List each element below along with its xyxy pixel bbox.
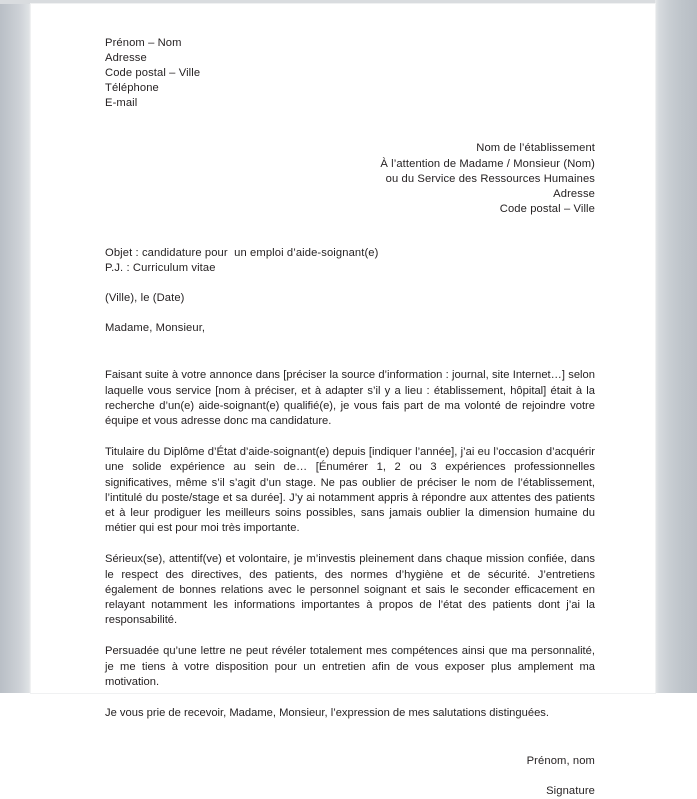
- recipient-line-city: Code postal – Ville: [499, 202, 595, 215]
- salutation-line: [105, 306, 595, 336]
- recipient-line-address: Adresse: [553, 187, 595, 200]
- sender-line-city: Code postal – Ville: [105, 67, 201, 80]
- subject-line: Objet : candidature pour un emploi d’aide-soignant(e): [105, 246, 379, 259]
- recipient-line-organisation: Nom de l’établissement: [476, 142, 595, 155]
- signature-name: Prénom, nom: [526, 754, 595, 767]
- salutation-text: Madame, Monsieur,: [105, 322, 206, 335]
- sender-address-block: [105, 36, 595, 111]
- body-paragraph-2: Titulaire du Diplôme d’État d’aide-soignant(e) depuis [indiquer l’année], j’ai eu l’occasion d’acquérir une solide expérience au sein de… [Énumérer 1, 2 ou 3 expériences professionnelles significatives, même s’il s’agit d’un stage. Ne pas oublier de préciser le nom de l’établissement, l’intitulé du poste/stage et sa durée]. J’y ai notamment appris à répondre aux attentes des patients et à leur prodiguer les meilleurs soins possibles, sans jamais oublier la dimension humaine du métier qui est pour moi très importante.: [105, 446, 595, 535]
- letter-content: [105, 36, 595, 799]
- recipient-line-department: ou du Service des Ressources Humaines: [385, 172, 595, 185]
- signature-block: [105, 721, 595, 799]
- body-paragraph-1: Faisant suite à votre annonce dans [préciser la source d’information : journal, site Internet…] selon laquelle vous service [nom à préciser, et à adapter s’il y a lieu : établissement, hôpital] était à la recherche d’un(e) aide-soignant(e) qualifié(e), je vous fais part de ma volonté de rejoindre votre équipe et vous adresse donc ma candidature.: [105, 369, 595, 428]
- sender-line-name: Prénom – Nom: [105, 37, 182, 49]
- body-closing-formula: Je vous prie de recevoir, Madame, Monsieur, l’expression de mes salutations distinguées.: [105, 706, 549, 719]
- viewer-right-gutter: [655, 0, 697, 693]
- sender-line-address: Adresse: [105, 52, 147, 65]
- letter-body: [105, 336, 595, 721]
- body-paragraph-4: Persuadée qu’une lettre ne peut révéler totalement mes compétences ainsi que ma personnalité, je me tiens à votre disposition pour un entretien afin de vous exposer plus amplement ma motivation.: [105, 645, 595, 688]
- recipient-address-block: [105, 111, 595, 216]
- place-date-text: (Ville), le (Date): [105, 292, 185, 305]
- sender-line-phone: Téléphone: [105, 82, 159, 95]
- body-paragraph-3: Sérieux(se), attentif(ve) et volontaire, je m’investis pleinement dans chaque mission confiée, dans le respect des directives, des patients, des normes d’hygiène et de sécurité. J’entretiens également de bonnes relations avec le personnel soignant et sais le seconder efficacement en relayant notamment les informations importantes à propos de l’état des patients dont j’ai la responsabilité.: [105, 553, 595, 627]
- enclosure-line: P.J. : Curriculum vitae: [105, 262, 216, 275]
- sender-line-email: E-mail: [105, 97, 138, 110]
- letter-page: [31, 4, 655, 798]
- signature-label: Signature: [546, 785, 595, 798]
- subject-block: [105, 217, 595, 276]
- place-date-line: [105, 276, 595, 306]
- recipient-line-attention: À l’attention de Madame / Monsieur (Nom): [380, 157, 595, 170]
